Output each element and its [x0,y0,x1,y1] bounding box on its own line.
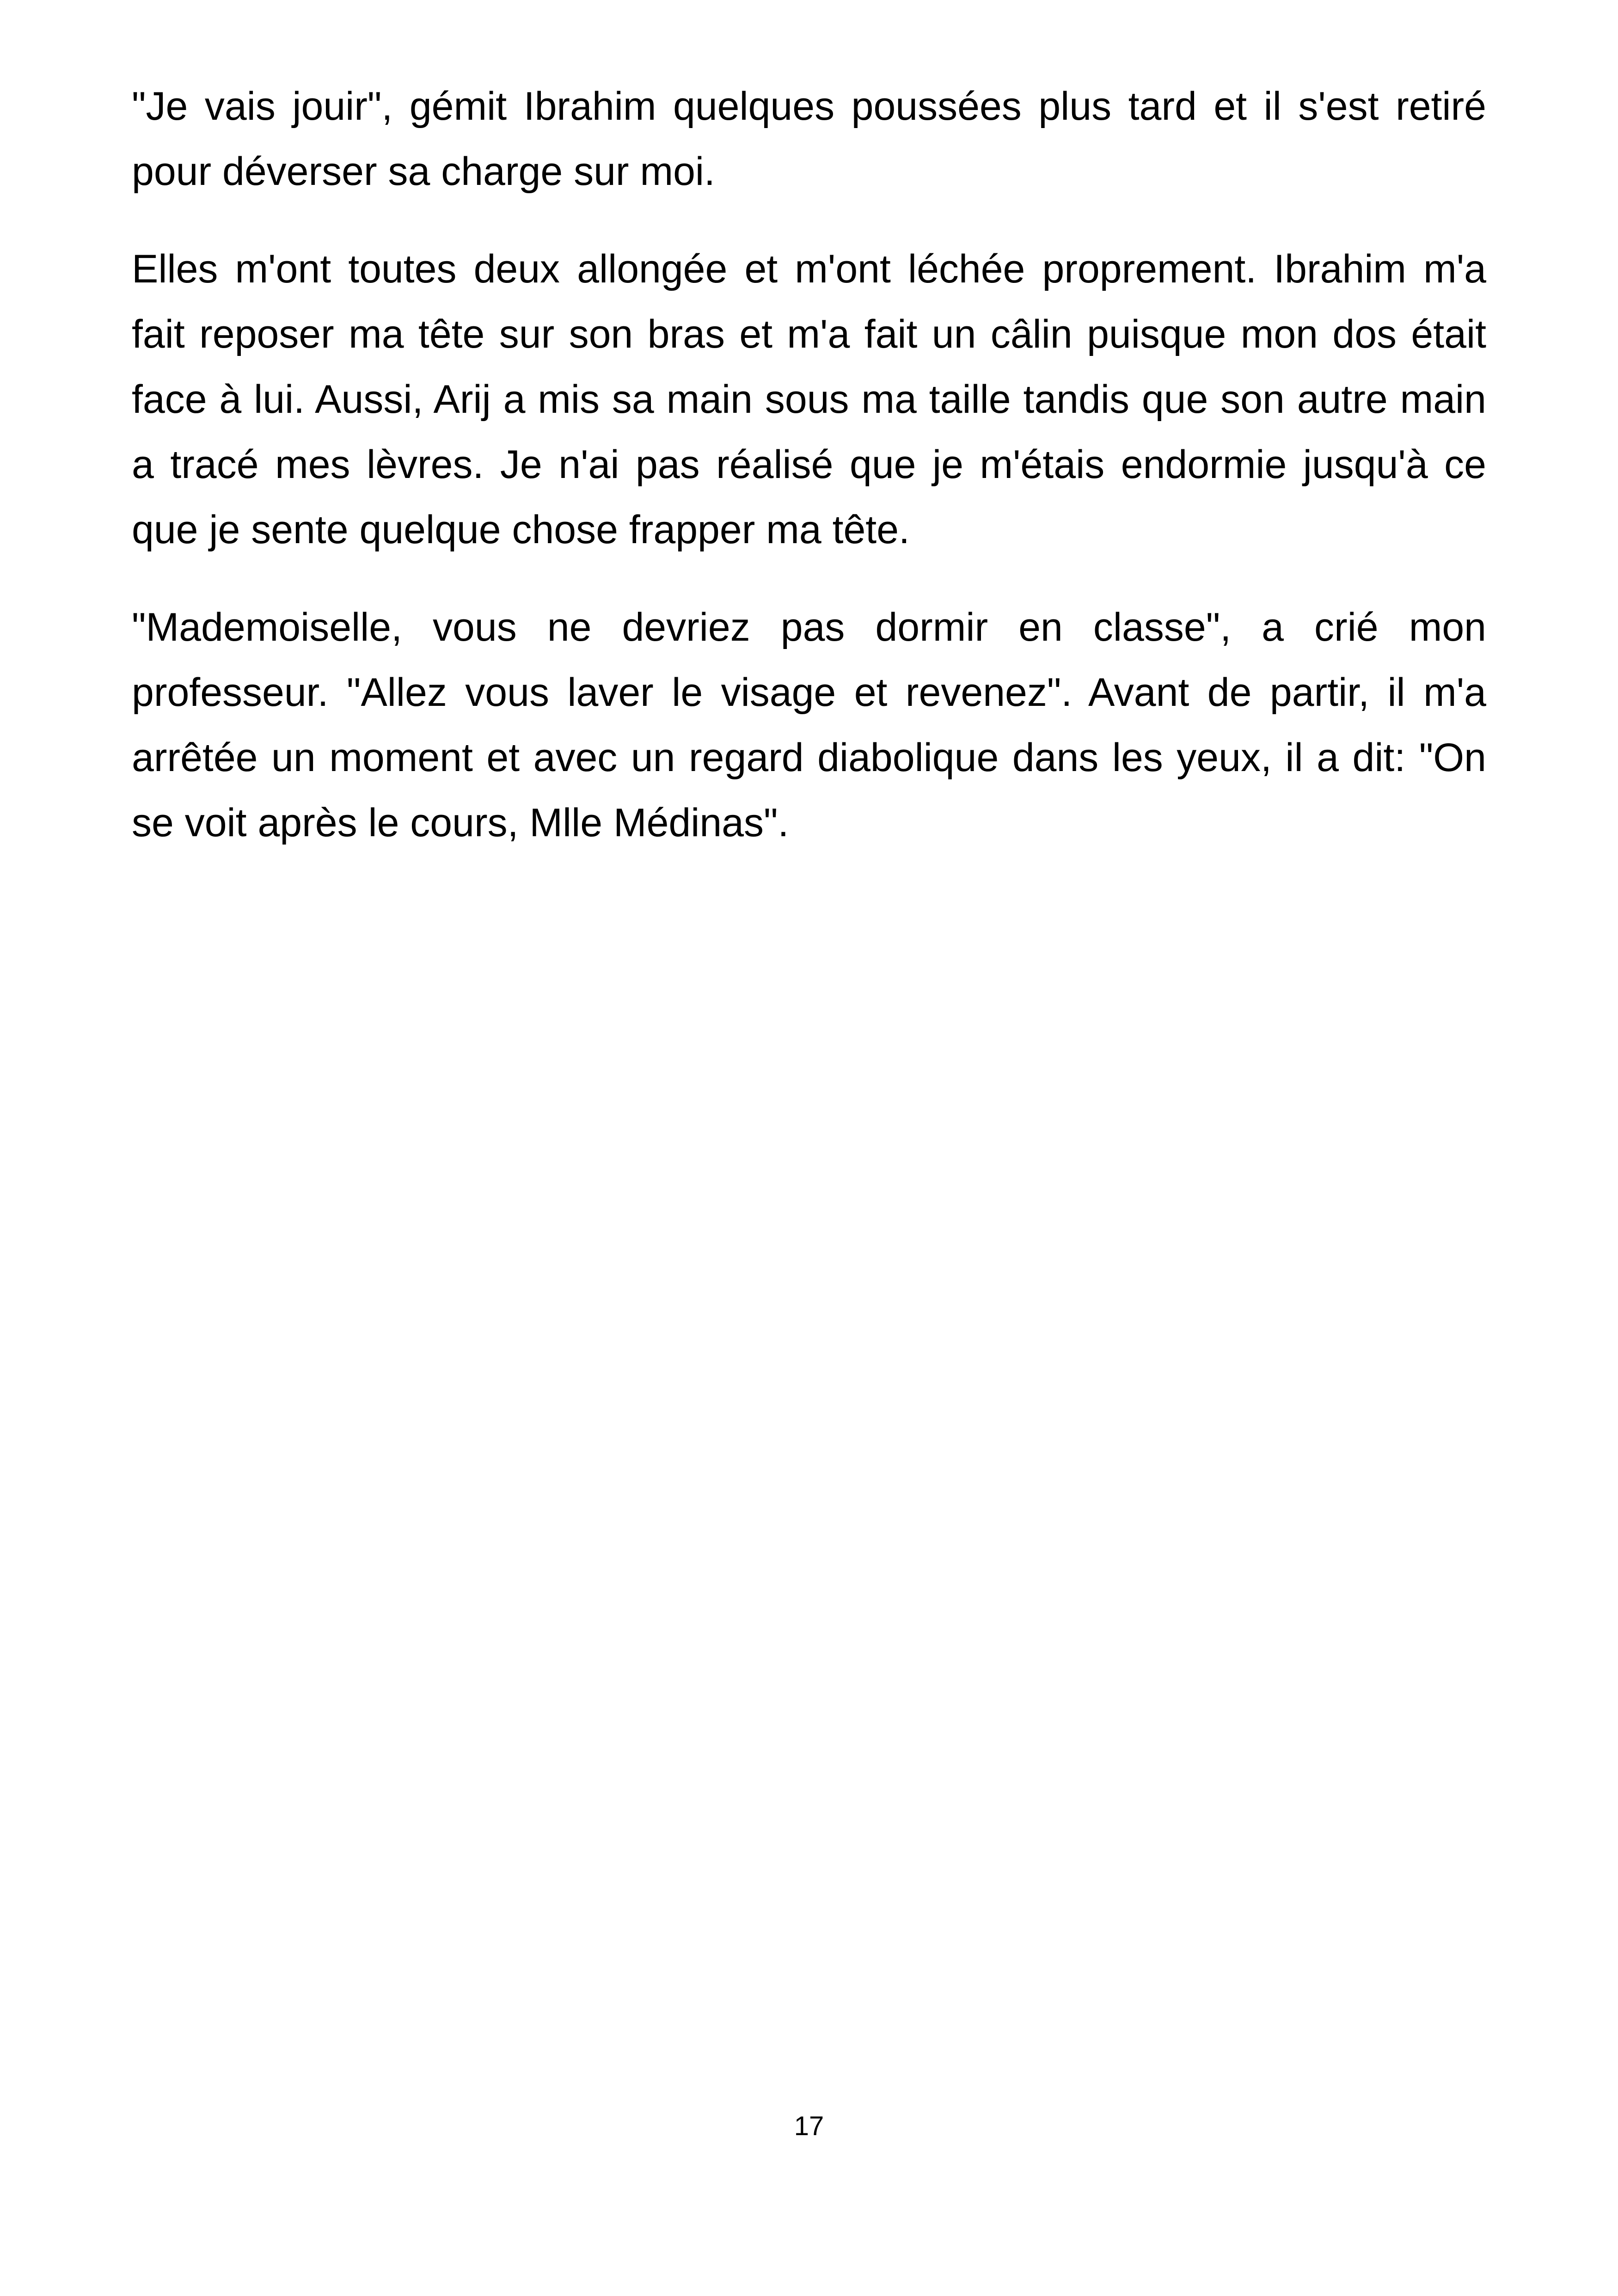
paragraph-1: "Je vais jouir", gémit Ibrahim quelques poussées plus tard et il s'est retiré pour déverser sa charge sur moi. [132,84,1486,194]
paragraph-2: Elles m'ont toutes deux allongée et m'ont léchée proprement. Ibrahim m'a fait reposer ma tête sur son bras et m'a fait un câlin puisque mon dos était face à lui. Aussi, Arij a mis sa main sous ma taille tandis que son autre main a tracé mes lèvres. Je n'ai pas réalisé que je m'étais endormie jusqu'à ce que je sente quelque chose frapper ma tête. [132,247,1486,552]
page-number: 17 [794,2111,824,2141]
paragraph-3: "Mademoiselle, vous ne devriez pas dormir en classe", a crié mon professeur. "Allez vous laver le visage et revenez". Avant de partir, il m'a arrêtée un moment et avec un regard diabolique dans les yeux, il a dit: "On se voit après le cours, Mlle Médinas". [132,605,1486,845]
body-text [132,74,1486,888]
